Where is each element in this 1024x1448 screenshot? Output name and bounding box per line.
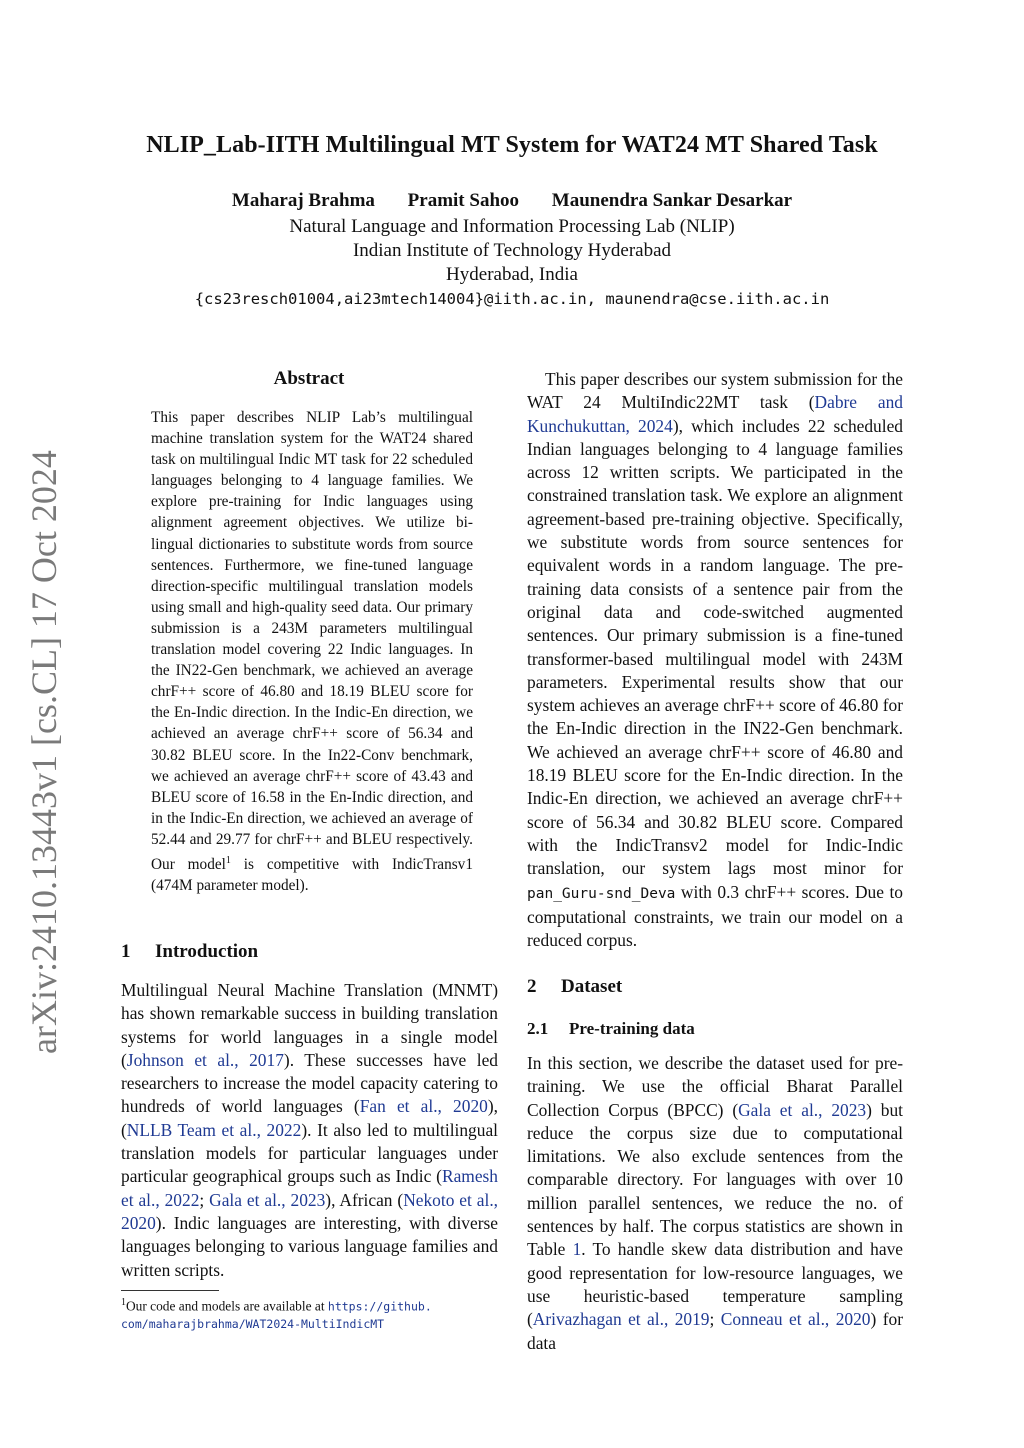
affiliation-institute: Indian Institute of Technology Hyderabad	[352, 240, 672, 261]
text-run: ;	[709, 1309, 721, 1330]
citation-link[interactable]: Nekoto et al., 2020	[121, 1189, 499, 1233]
footnote-divider	[121, 1290, 219, 1291]
arxiv-side-label: arXiv:2410.13443v1 [cs.CL] 17 Oct 2024	[24, 450, 64, 1054]
subsection-heading-pretraining	[527, 1019, 695, 1039]
section-number: 2	[527, 976, 537, 997]
footnote-text: Our code and models are available at	[126, 1298, 328, 1314]
text-run: ;	[199, 1189, 210, 1210]
citation-link[interactable]: NLLB Team et al., 2022	[126, 1119, 302, 1140]
citation-link[interactable]: Gala et al., 2023	[209, 1189, 326, 1210]
affiliation-location: Hyderabad, India	[446, 264, 578, 285]
footnote	[121, 1294, 501, 1333]
citation-link[interactable]: Conneau et al., 2020	[720, 1309, 871, 1330]
paper-title: NLIP_Lab-IITH Multilingual MT System for WAT24 MT Shared Task	[146, 132, 878, 158]
abstract-text	[151, 407, 473, 896]
footnote-url-cont[interactable]: com/maharajbrahma/WAT2024-MultiIndicMT	[121, 1317, 385, 1332]
footnote-number: 1	[121, 1297, 126, 1308]
text-run: ), (	[121, 1096, 498, 1140]
dataset-paragraph	[527, 1052, 903, 1355]
affiliation-lab: Natural Language and Information Processing Lab (NLIP)	[289, 216, 735, 237]
author-name: Maunendra Sankar Desarkar	[551, 190, 793, 211]
table-reference-link[interactable]: 1	[572, 1239, 582, 1260]
intro-paragraph-right	[527, 368, 903, 952]
abstract-tail: is competitive with IndicTransv1 (474M parameter model).	[151, 856, 473, 895]
footnote-marker[interactable]: 1	[225, 854, 231, 866]
language-pair-code: pan_Guru-snd_Deva	[527, 885, 676, 902]
citation-link[interactable]: Arivazhagan et al., 2019	[532, 1309, 710, 1330]
author-name: Maharaj Brahma	[231, 190, 375, 211]
citation-link[interactable]: Dabre and Kunchukuttan, 2024	[527, 392, 903, 436]
text-run: This paper describes our system submission for the WAT 24 MultiIndic22MT task (	[527, 369, 903, 413]
author-list	[0, 190, 1024, 212]
author-emails: {cs23resch01004,ai23mtech14004}@iith.ac.in, maunendra@cse.iith.ac.in	[194, 290, 830, 308]
text-run: ) for data	[527, 1309, 903, 1353]
text-run: . To handle skew data distribution and have good representation for low-resource languages, we use heuristic-based temperature sampling (	[527, 1239, 903, 1330]
text-run: Multilingual Neural Machine Translation (MNMT) has shown remarkable success in building translation systems for world languages in a single model (	[121, 980, 498, 1070]
abstract-heading: Abstract	[273, 368, 345, 389]
text-run: ). It also led to multilingual translation models for particular languages under particular geographical groups such as Indic (	[121, 1119, 498, 1187]
author-name: Pramit Sahoo	[407, 190, 520, 211]
introduction-paragraph	[121, 979, 498, 1282]
section-title: Dataset	[561, 976, 623, 997]
text-run: ), African (	[325, 1189, 404, 1210]
citation-link[interactable]: Fan et al., 2020	[359, 1096, 488, 1117]
text-run: ). These successes have led researchers to increase the model capacity catering to hundreds of world languages (	[121, 1049, 498, 1117]
text-run: In this section, we describe the dataset used for pre-training. We use the official Bharat Parallel Collection Corpus (BPCC) (	[527, 1053, 903, 1120]
citation-link[interactable]: Johnson et al., 2017	[126, 1049, 284, 1070]
section-title: Introduction	[155, 941, 259, 962]
text-run: with 0.3 chrF++ scores. Due to computational constraints, we train our model on a reduced corpus.	[527, 881, 903, 951]
text-run: ) but reduce the corpus size due to computational limitations. We also exclude sentences from the comparable directory. For languages with over 10 million parallel sentences, we reduce the no. of sentences by half. The corpus statistics are shown in Table	[527, 1099, 903, 1260]
section-heading-introduction	[121, 941, 258, 963]
text-run: ). Indic languages are interesting, with diverse languages belonging to various language families and written scripts.	[121, 1212, 498, 1280]
citation-link[interactable]: Ramesh et al., 2022	[121, 1166, 498, 1210]
abstract-body: This paper describes NLIP Lab’s multilingual machine translation system for the WAT24 shared task on multilingual Indic MT task for 22 scheduled languages belonging to 4 language families. We explore pre-training for Indic languages using alignment agreement objectives. We utilize bi-lingual dictionaries to substitute words from source sentences. Furthermore, we fine-tuned language direction-specific multilingual translation models using small and high-quality seed data. Our primary submission is a 243M parameters multilingual translation model covering 22 Indic languages. In the IN22-Gen benchmark, we achieved an average chrF++ score of 46.80 and 18.19 BLEU score for the En-Indic direction. In the Indic-En direction, we achieved an average chrF++ score of 56.34 and 30.82 BLEU score. In the In22-Conv benchmark, we achieved an average chrF++ score of 43.43 and BLEU score of 16.58 in the En-Indic direction, and in the Indic-En direction, we achieved an average of 52.44 and 29.77 for chrF++ and BLEU respectively. Our model	[151, 409, 473, 874]
subsection-number: 2.1	[527, 1019, 549, 1038]
text-run: ), which includes 22 scheduled Indian languages belonging to 4 language families across 12 written scripts. We participated in the constrained translation task. We explore an alignment agreement-based pre-training objective. Specifically, we substitute words from source sentences for equivalent words in a random language. The pre-training data consists of a sentence pair from the original data and code-switched augmented sentences. Our primary submission is a fine-tuned transformer-based multilingual model with 243M parameters. Experimental results show that our system achieves an average chrF++ score of 46.80 for the En-Indic direction in the IN22-Gen benchmark. We achieved an average chrF++ score of 46.80 and 18.19 BLEU score for the En-Indic direction. In the Indic-En direction, we achieved an average chrF++ score of 56.34 and 30.82 BLEU score. Compared with the IndicTransv2 model for Indic-Indic translation, our system lags most minor for	[527, 415, 903, 879]
subsection-title: Pre-training data	[569, 1019, 695, 1038]
section-heading-dataset	[527, 976, 622, 998]
footnote-url[interactable]: https://github.	[327, 1299, 432, 1314]
citation-link[interactable]: Gala et al., 2023	[738, 1099, 867, 1120]
section-number: 1	[121, 941, 131, 962]
